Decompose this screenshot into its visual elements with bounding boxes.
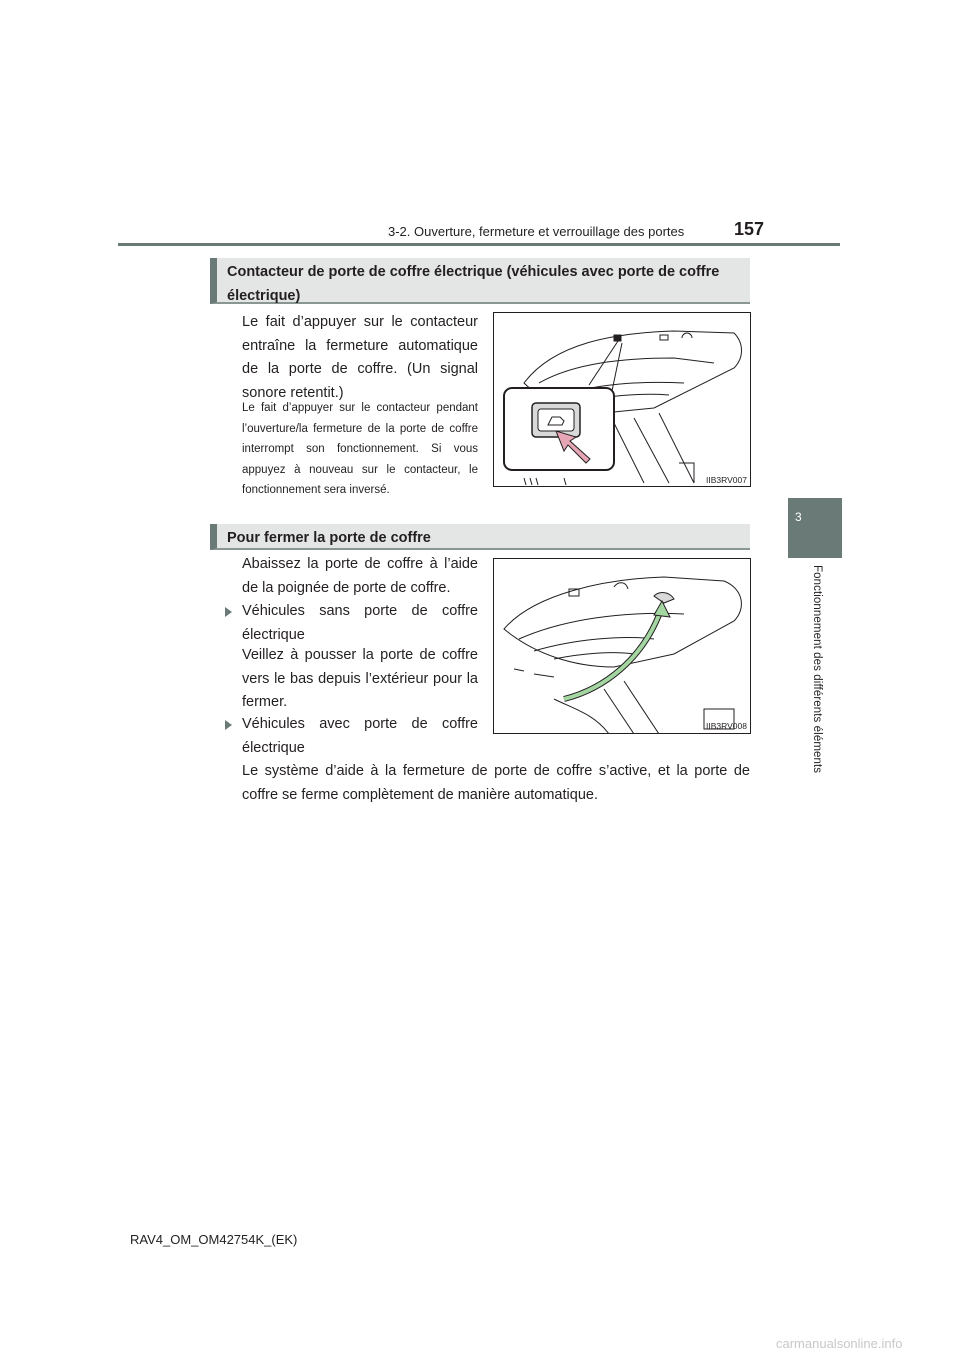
figure-code-007: IIB3RV007: [706, 475, 747, 485]
running-header: 3-2. Ouverture, fermeture et verrouillage des portes: [388, 224, 685, 239]
figure-code-008: IIB3RV008: [706, 721, 747, 731]
chapter-number: 3: [795, 510, 802, 524]
bullet-triangle-icon: [225, 607, 232, 617]
chapter-tab: [788, 498, 842, 558]
watermark: carmanualsonline.info: [776, 1336, 903, 1351]
section1-paragraph: Le fait d’appuyer sur le contacteur entraîne la fermeture automatique de la porte de coffre. (Un signal sonore retentit.): [242, 314, 478, 401]
section1-note: Le fait d’appuyer sur le contacteur pendant l’ouverture/la fermeture de la porte de coffre interrompt son fonctionnement. Si vous appuyez à nouveau sur le contacteur, le fonctionnement sera inversé.: [242, 402, 478, 496]
section2-paragraph: Abaissez la porte de coffre à l’aide de la poignée de porte de coffre.: [242, 556, 478, 596]
bullet-triangle-icon: [225, 720, 232, 730]
section-heading-close-tailgate: Pour fermer la porte de coffre: [210, 524, 750, 550]
tailgate-switch-illustration: [494, 313, 751, 487]
section2-paragraph2: Veillez à pousser la porte de coffre vers le bas depuis l’extérieur pour la fermer.: [242, 647, 478, 710]
section2-paragraph3: Le système d’aide à la fermeture de porte de coffre s’active, et la porte de coffre se ferme complètement de manière automatique.: [242, 763, 750, 803]
header-rule: [118, 243, 840, 246]
bullet-without-power: [225, 600, 478, 647]
tailgate-handle-illustration: [494, 559, 751, 734]
page-number: 157: [734, 219, 765, 239]
chapter-side-label: Fonctionnement des différents éléments: [811, 565, 823, 774]
footer-doc-code: RAV4_OM_OM42754K_(EK): [130, 1232, 298, 1247]
bullet-with-power-text: Véhicules avec porte de coffre électrique: [242, 716, 478, 756]
bullet-without-power-text: Véhicules sans porte de coffre électrique: [242, 603, 478, 643]
figure-tailgate-handle: [493, 558, 751, 734]
figure-tailgate-switch: [493, 312, 751, 487]
section-heading-power-switch: Contacteur de porte de coffre électrique (véhicules avec porte de coffre électrique): [210, 258, 750, 304]
bullet-with-power: [225, 713, 478, 760]
